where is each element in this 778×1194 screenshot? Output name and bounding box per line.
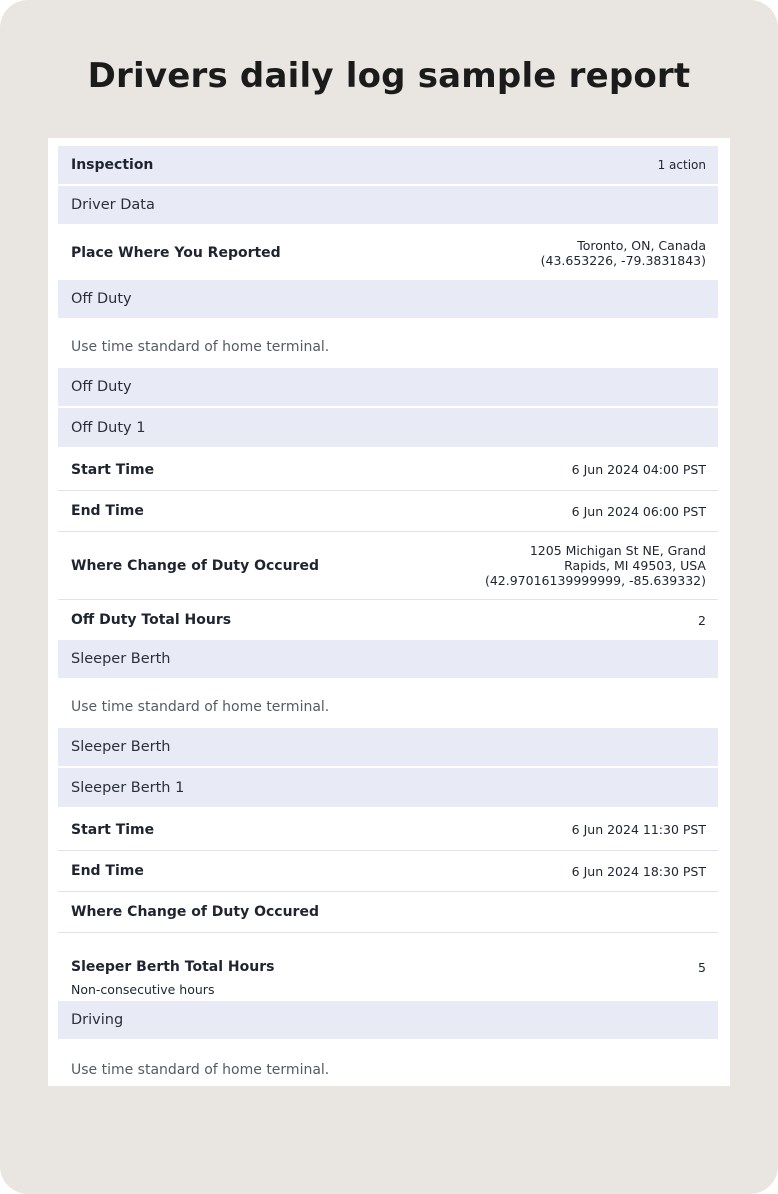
reported-value — [541, 238, 706, 268]
reported-row — [58, 226, 718, 280]
off-duty-where-line3: (42.97016139999999, -85.639332) — [484, 573, 706, 588]
reported-value-line1: Toronto, ON, Canada — [577, 238, 706, 253]
sleeper-entry: Sleeper Berth 1 — [71, 779, 185, 796]
reported-label: Place Where You Reported — [71, 245, 281, 261]
off-duty-total-value: 2 — [698, 612, 706, 628]
sleeper-where-row — [58, 892, 718, 933]
driver-data-label: Driver Data — [71, 197, 155, 213]
inspection-header — [58, 146, 718, 184]
off-duty-where-label: Where Change of Duty Occured — [71, 557, 319, 574]
sleeper-note: Use time standard of home terminal. — [71, 699, 330, 715]
sleeper-where-label: Where Change of Duty Occured — [71, 904, 319, 920]
sleeper-subheader — [58, 728, 718, 766]
sleeper-start-label: Start Time — [71, 821, 155, 838]
section-driving — [58, 1001, 718, 1039]
sleeper-total-note-row — [58, 977, 718, 1001]
sleeper-start-row — [58, 809, 718, 851]
section-off-duty — [58, 280, 718, 318]
sleeper-start-value: 6 Jun 2024 11:30 PST — [571, 822, 706, 837]
off-duty-total-row — [58, 600, 718, 640]
off-duty-entry: Off Duty 1 — [71, 419, 146, 436]
off-duty-note-row — [58, 320, 718, 368]
off-duty-end-row — [58, 491, 718, 532]
report-rows — [58, 146, 718, 1086]
sleeper-title: Sleeper Berth — [71, 651, 171, 667]
sleeper-end-value: 6 Jun 2024 18:30 PST — [571, 863, 706, 879]
off-duty-entry-header — [58, 408, 718, 447]
off-duty-title: Off Duty — [71, 291, 132, 307]
off-duty-start-value: 6 Jun 2024 04:00 PST — [571, 462, 706, 477]
action-count[interactable]: 1 action — [657, 157, 706, 172]
sleeper-subtitle: Sleeper Berth — [71, 739, 171, 755]
sleeper-total-row — [58, 933, 718, 977]
off-duty-end-value: 6 Jun 2024 06:00 PST — [571, 503, 706, 519]
section-sleeper-berth — [58, 640, 718, 678]
driving-note: Use time standard of home terminal. — [71, 1062, 330, 1078]
off-duty-where-value — [485, 543, 706, 588]
off-duty-end-label: End Time — [71, 503, 144, 519]
driving-title: Driving — [71, 1012, 124, 1028]
sleeper-end-row — [58, 851, 718, 892]
off-duty-where-row — [58, 532, 718, 600]
sleeper-note-row — [58, 680, 718, 728]
off-duty-start-label: Start Time — [71, 461, 155, 478]
report-document — [48, 138, 730, 1086]
off-duty-total-label: Off Duty Total Hours — [71, 612, 232, 628]
sleeper-end-label: End Time — [71, 863, 144, 879]
off-duty-where-line2: Rapids, MI 49503, USA — [564, 558, 706, 573]
driving-note-row — [58, 1041, 718, 1086]
off-duty-note: Use time standard of home terminal. — [71, 339, 330, 355]
off-duty-where-line1: 1205 Michigan St NE, Grand — [529, 543, 706, 558]
sleeper-total-note: Non-consecutive hours — [71, 981, 215, 997]
inspection-label: Inspection — [71, 157, 154, 173]
reported-value-line2: (43.653226, -79.3831843) — [540, 253, 706, 268]
sleeper-entry-header — [58, 768, 718, 807]
off-duty-start-row — [58, 449, 718, 491]
page-title: Drivers daily log sample report — [87, 56, 691, 96]
sleeper-total-value: 5 — [698, 960, 706, 975]
sleeper-total-label: Sleeper Berth Total Hours — [71, 959, 275, 975]
section-driver-data — [58, 186, 718, 224]
off-duty-subheader — [58, 368, 718, 406]
off-duty-subtitle: Off Duty — [71, 379, 132, 395]
